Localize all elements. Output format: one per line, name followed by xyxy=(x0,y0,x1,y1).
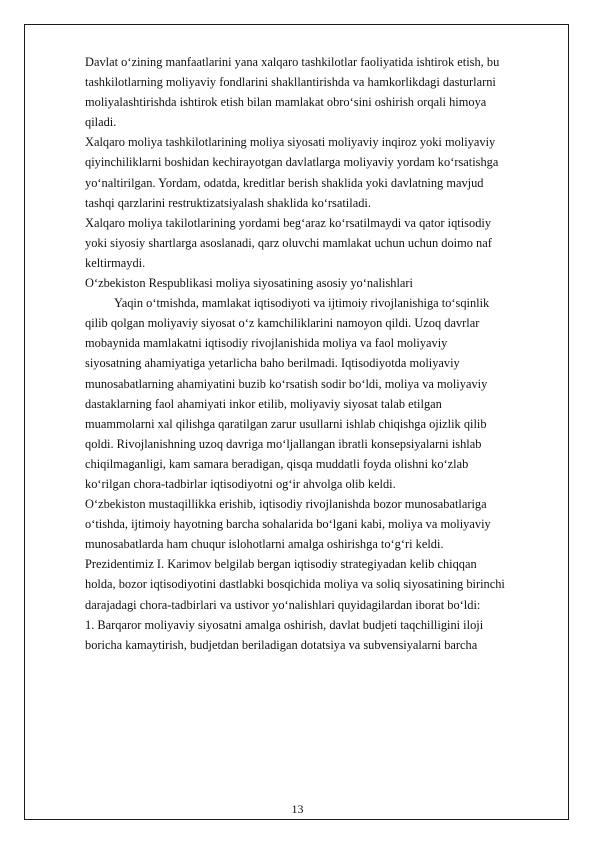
text-line: Xalqaro moliya takilotlarining yordami beg‘araz ko‘rsatilmaydi va qator iqtisodiy xyxy=(85,215,492,230)
text-line: munosabatlarning ahamiyatini buzib ko‘rsatish sodir bo‘ldi, moliya va moliyaviy xyxy=(85,376,488,391)
text-line: boricha kamaytirish, budjetdan beriladigan dotatsiya va subvensiyalarni barcha xyxy=(85,637,478,652)
text-line: siyosatning ahamiyatiga yetarlicha baho berilmadi. Iqtisodiyotda moliyaviy xyxy=(85,356,460,371)
text-line: mobaynida mamlakatni iqtisodiy rivojlanishida moliya va faol moliyaviy xyxy=(85,336,448,351)
text-line: qiyinchiliklarni boshidan kechirayotgan davlatlarga moliyaviy yordam ko‘rsatishga xyxy=(85,155,499,170)
text-line: 1. Barqaror moliyaviy siyosatni amalga oshirish, davlat budjeti taqchilligini iloji xyxy=(85,617,484,632)
text-line: Xalqaro moliya tashkilotlarining moliya siyosati moliyaviy inqiroz yoki moliyaviy xyxy=(85,135,496,150)
text-line: munosabatlarda ham chuqur islohotlarni amalga oshirishga to‘g‘ri keldi. xyxy=(85,537,444,552)
text-line: dastaklarning faol ahamiyati inkor etilib, moliyaviy siyosat talab etilgan xyxy=(85,396,442,411)
text-line: tashkilotlarning moliyaviy fondlarini shakllantirishda va hamkorlikdagi dasturlarni xyxy=(85,75,496,90)
page-number: 13 xyxy=(291,802,304,816)
text-line: darajadagi chora-tadbirlari va ustivor yo‘nalishlari quyidagilardan iborat bo‘ldi: xyxy=(85,597,481,612)
text-line: chiqilmaganligi, kam samara beradigan, qisqa muddatli foyda olishni ko‘zlab xyxy=(85,456,469,471)
text-line: O‘zbekiston mustaqillikka erishib, iqtisodiy rivojlanishda bozor munosabatlariga xyxy=(85,497,487,512)
text-line: Yaqin o‘tmishda, mamlakat iqtisodiyoti va ijtimoiy rivojlanishiga to‘sqinlik xyxy=(114,296,490,311)
document-body xyxy=(85,52,563,655)
text-line: Prezidentimiz I. Karimov belgilab bergan iqtisodiy strategiyadan kelib chiqqan xyxy=(85,557,477,572)
text-line: muammolarni xal qilishga qaratilgan zarur usullarni ishlab chiqishga ojizlik qilib xyxy=(85,416,487,431)
text-line: holda, bozor iqtisodiyotini dastlabki bosqichida moliya va soliq siyosatining birinchi xyxy=(85,577,505,592)
text-line: ko‘rilgan chora-tadbirlar iqtisodiyotni og‘ir ahvolga olib keldi. xyxy=(85,476,396,491)
text-line: qiladi. xyxy=(85,115,117,130)
text-line: yo‘naltirilgan. Yordam, odatda, kreditlar berish shaklida yoki davlatning mavjud xyxy=(85,175,484,190)
text-line: Davlat o‘zining manfaatlarini yana xalqaro tashkilotlar faoliyatida ishtirok etish, bu xyxy=(85,55,500,69)
text-line: qilib qolgan moliyaviy siyosat o‘z kamchiliklarini namoyon qildi. Uzoq davrlar xyxy=(85,316,480,331)
text-line: yoki siyosiy shartlarga asoslanadi, qarz oluvchi mamlakat uchun uchun doimo naf xyxy=(85,235,492,250)
text-line: moliyalashtirishda ishtirok etish bilan mamlakat obro‘sini oshirish orqali himoya xyxy=(85,95,487,110)
section-heading: O‘zbekiston Respublikasi moliya siyosatining asosiy yo‘nalishlari xyxy=(85,276,413,291)
text-line: qoldi. Rivojlanishning uzoq davriga mo‘ljallangan ibratli konsepsiyalarni ishlab xyxy=(85,436,482,451)
text-line: o‘tishda, ijtimoiy hayotning barcha sohalarida bo‘lgani kabi, moliya va moliyaviy xyxy=(85,517,491,532)
text-line: tashqi qarzlarini restruktizatsiyalash shaklida ko‘rsatiladi. xyxy=(85,195,371,210)
text-line: keltirmaydi. xyxy=(85,255,146,270)
